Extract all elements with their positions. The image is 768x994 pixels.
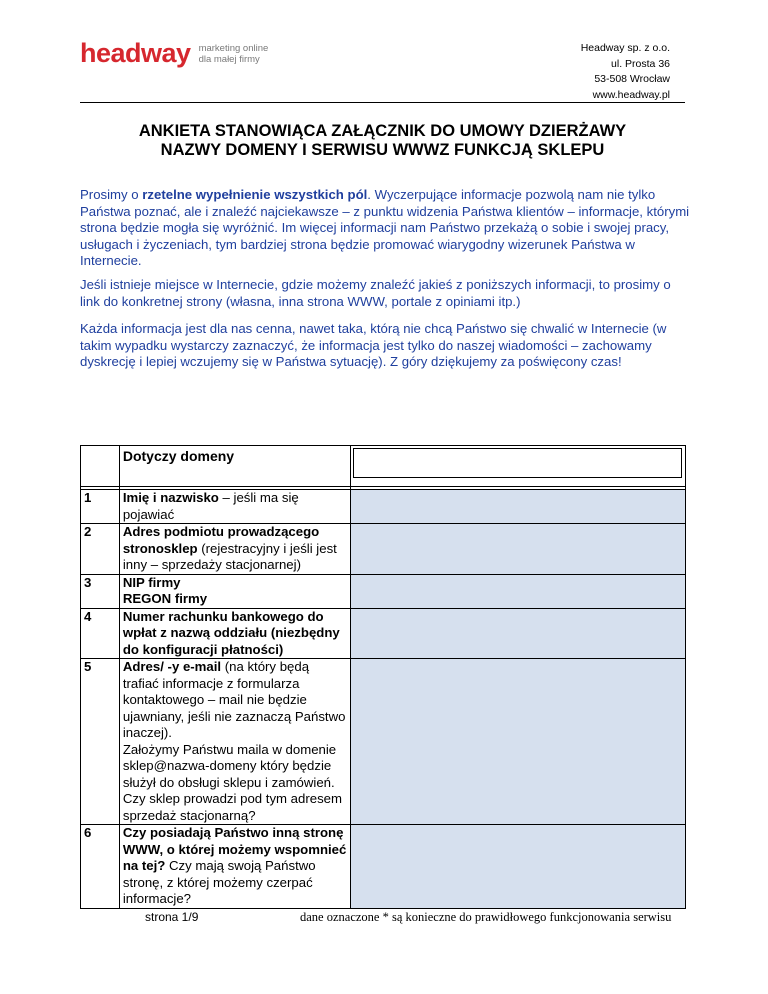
answer-cell[interactable] — [351, 825, 686, 909]
question-number: 3 — [81, 574, 120, 608]
question-row — [81, 574, 686, 608]
question-row — [81, 608, 686, 659]
question-number: 4 — [81, 608, 120, 659]
section-label: Dotyczy domeny — [119, 446, 350, 487]
question-row — [81, 659, 686, 825]
question-number: 1 — [81, 490, 120, 524]
intro-p1-start: Prosimy o — [80, 187, 143, 202]
company-street: ul. Prosta 36 — [611, 57, 670, 70]
intro-paragraph-3: Każda informacja jest dla nas cenna, nawet taka, którą nie chcą Państwo się chwalić w Internecie (w takim wypadku wystarczy zaznaczyć, że informacja jest tylko do naszej wiadomości – zachowamy dyskrecję i lepiej wczujemy się w Państwa sytuację). Z góry dziękujemy za poświęcony czas! — [80, 321, 667, 369]
question-label-rest: (rejestracyjny i jeśli jest inny – sprzedaży stacjonarnej) — [122, 540, 337, 572]
answer-cell[interactable] — [351, 659, 686, 825]
question-label-rest: Czy mają swoją Państwo stronę, z której możemy czerpać informacje? — [122, 858, 316, 906]
question-label-bold: Adres/ -y e-mail — [122, 659, 222, 674]
logo-tagline — [199, 43, 269, 65]
question-label-bold: Czy posiadają Państwo inną stronę WWW, o której możemy wspomnieć na tej? — [122, 825, 347, 873]
question-label — [119, 608, 350, 659]
question-label-rest: – jeśli ma się pojawiać — [122, 490, 299, 522]
title-line-2: NAZWY DOMENY I SERWISU WWWZ FUNKCJĄ SKLEPU — [160, 141, 605, 159]
company-city: 53-508 Wrocław — [594, 73, 670, 85]
question-label-bold: NIP firmy REGON firmy — [122, 574, 208, 606]
question-label — [119, 574, 350, 608]
section-header-row — [81, 446, 686, 487]
question-label-bold: Imię i nazwisko — [122, 490, 219, 505]
section-header-num-cell — [81, 446, 120, 487]
answer-cell[interactable] — [351, 524, 686, 575]
question-number: 5 — [81, 659, 120, 825]
survey-table — [80, 445, 686, 909]
footer-note: dane oznaczone * są konieczne do prawidłowego funkcjonowania serwisu — [300, 910, 672, 924]
logo-tagline-line2: dla małej firmy — [198, 54, 260, 65]
question-label — [119, 659, 350, 825]
section-header-value-cell — [351, 446, 686, 487]
logo-tagline-line1: marketing online — [198, 43, 269, 54]
answer-cell[interactable] — [351, 608, 686, 659]
question-label-bold: Numer rachunku bankowego do wpłat z nazwą oddziału (niezbędny do konfiguracji płatności) — [122, 608, 340, 657]
intro-p1-rest: . Wyczerpujące informacje pozwolą nam nie tylko Państwa poznać, ale i znaleźć najciekawsze – z punktu widzenia Państwa klientów – informacje, którymi strona będzie mogła się wyróżnić. Im więcej informacji nam Państwo przekażą o sobie i swojej pracy, usługach i życzeniach, tym bardziej strona będzie promować wiarygodny wizerunek Państwa w Internecie. — [80, 187, 690, 268]
answer-cell[interactable] — [351, 490, 686, 524]
answer-cell[interactable] — [351, 574, 686, 608]
survey-rows — [81, 490, 686, 909]
section-header-input-box — [353, 448, 682, 478]
question-row — [81, 524, 686, 575]
question-number: 2 — [81, 524, 120, 575]
intro-paragraph-1 — [80, 187, 690, 270]
question-number: 6 — [81, 825, 120, 909]
question-label-rest: (na który będą trafiać informacje z formularza kontaktowego – mail nie będzie ujawniany, jeśli nie zaznaczą Państwo inaczej). Założymy Państwu maila w domenie sklep@nazwa-domeny który będzie służył do obsługi sklepu i zamówień. Czy sklep prowadzi pod tym adresem sprzedaż stacjonarną? — [122, 659, 346, 823]
company-address — [581, 41, 670, 103]
question-row — [81, 825, 686, 909]
question-label — [119, 490, 350, 524]
intro-p1-bold: rzetelne wypełnienie wszystkich pól — [142, 187, 368, 202]
company-website: www.headway.pl — [592, 88, 670, 101]
question-label — [119, 524, 350, 575]
intro-paragraph-2: Jeśli istnieje miejsce w Internecie, gdzie możemy znaleźć jakieś z poniższych informacji, to prosimy o link do konkretnej strony (własna, inna strona WWW, portale z opiniami itp.) — [80, 277, 671, 309]
logo-wordmark: headway — [80, 38, 191, 68]
question-label — [119, 825, 350, 909]
header-divider — [80, 102, 685, 103]
page-number: strona 1/9 — [145, 910, 199, 924]
document-title — [80, 122, 685, 160]
title-line-1: ANKIETA STANOWIĄCA ZAŁĄCZNIK DO UMOWY DZIERŻAWY — [138, 122, 627, 140]
company-name: Headway sp. z o.o. — [580, 42, 670, 54]
headway-logo — [80, 40, 268, 67]
question-label-bold: Adres podmiotu prowadzącego stronosklep — [122, 524, 320, 556]
question-row — [81, 490, 686, 524]
